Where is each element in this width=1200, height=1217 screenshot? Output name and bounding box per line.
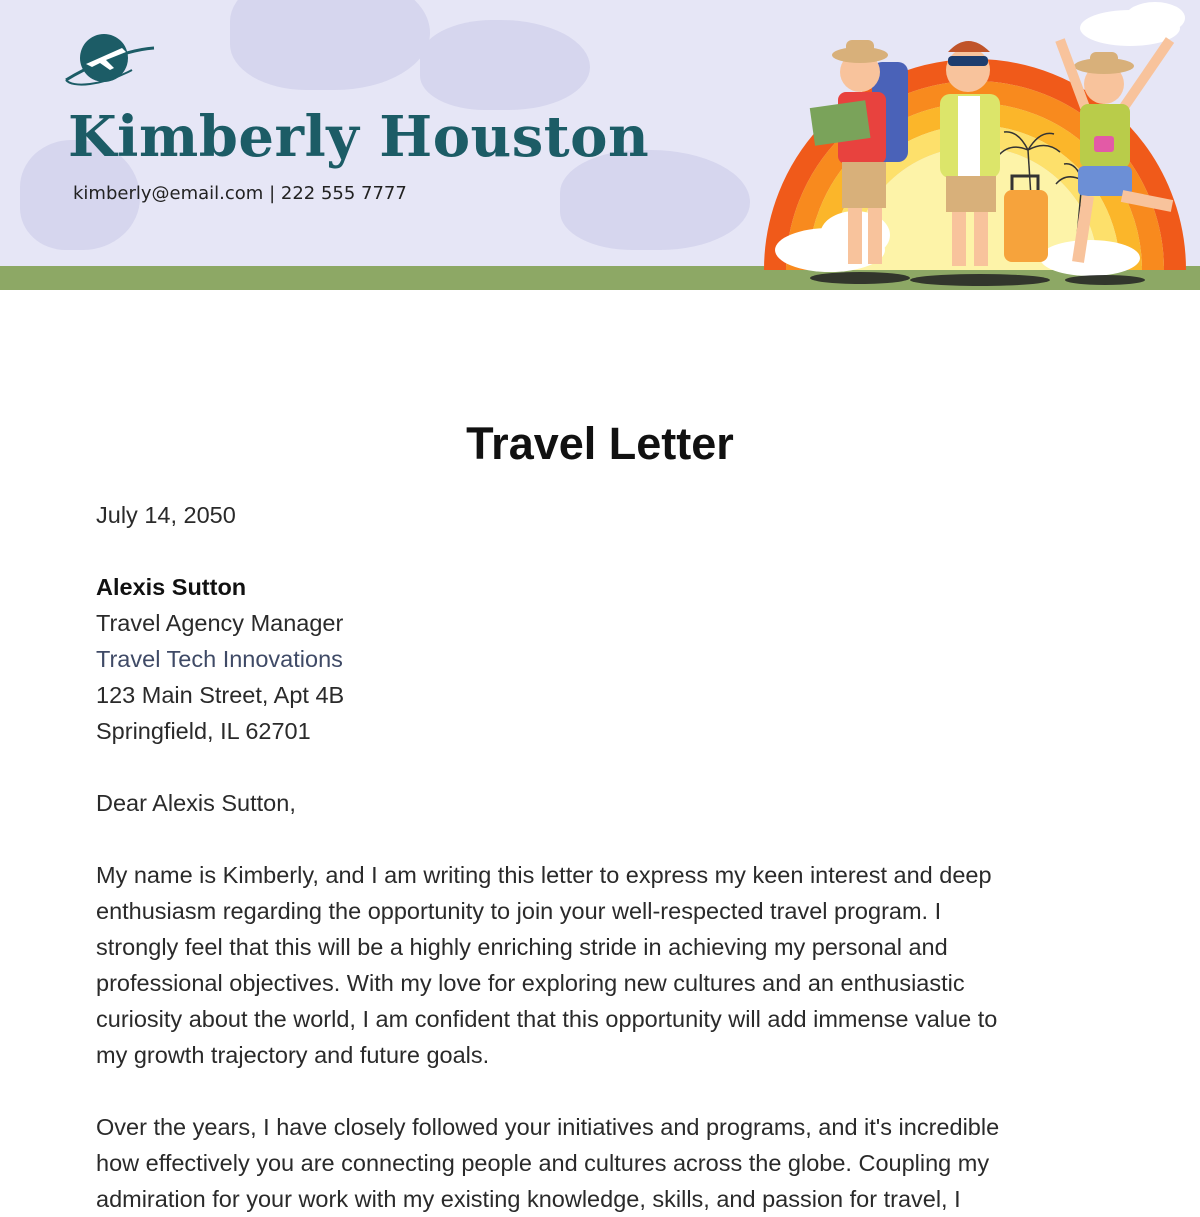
- paragraph-line: admiration for your work with my existing knowledge, skills, and passion for travel, I: [96, 1186, 961, 1212]
- recipient-block: [96, 569, 1106, 749]
- paragraph-line: professional objectives. With my love for exploring new cultures and an enthusiastic: [96, 970, 965, 996]
- paragraph-line: strongly feel that this will be a highly enriching stride in achieving my personal and: [96, 934, 948, 960]
- recipient-position: Travel Agency Manager: [96, 610, 344, 636]
- airplane-globe-logo-icon: [62, 30, 158, 94]
- sender-email: kimberly@email.com: [73, 183, 264, 204]
- recipient-address-line2: Springfield, IL 62701: [96, 718, 311, 744]
- paragraph-line: curiosity about the world, I am confident that this opportunity will add immense value to: [96, 1006, 998, 1032]
- paragraph-line: enthusiasm regarding the opportunity to join your well-respected travel program. I: [96, 898, 942, 924]
- recipient-name: Alexis Sutton: [96, 574, 247, 600]
- document-title: Travel Letter: [466, 418, 734, 469]
- world-map-shape: [230, 0, 430, 90]
- world-map-shape: [420, 20, 590, 110]
- recipient-address-line1: 123 Main Street, Apt 4B: [96, 682, 345, 708]
- paragraph-line: my growth trajectory and future goals.: [96, 1042, 490, 1068]
- sender-phone: 222 555 7777: [280, 183, 407, 204]
- recipient-company: Travel Tech Innovations: [96, 646, 343, 672]
- contact-separator: |: [269, 183, 276, 204]
- body-paragraph-2: [96, 1109, 1106, 1217]
- paragraph-line: Over the years, I have closely followed your initiatives and programs, and it's incredible: [96, 1114, 1000, 1140]
- body-paragraph-1: [96, 857, 1106, 1073]
- salutation: Dear Alexis Sutton,: [96, 790, 296, 816]
- paragraph-line: My name is Kimberly, and I am writing this letter to express my keen interest and deep: [96, 862, 992, 888]
- letter-date: July 14, 2050: [96, 502, 236, 528]
- sender-contact: [73, 183, 407, 204]
- travelers-illustration: [760, 0, 1200, 290]
- sender-name: Kimberly Houston: [68, 104, 650, 170]
- paragraph-line: how effectively you are connecting people and cultures across the globe. Coupling my: [96, 1150, 990, 1176]
